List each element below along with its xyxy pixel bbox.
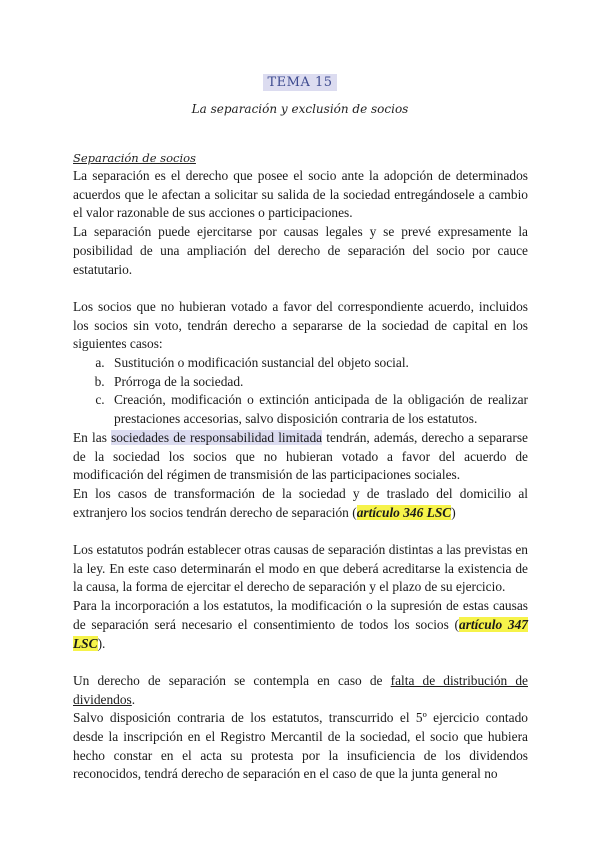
list-item: b. Prórroga de la sociedad. [108, 373, 528, 392]
paragraph-cases-intro: Los socios que no hubieran votado a favor del correspondiente acuerdo, incluidos los socios sin voto, tendrán derecho a separarse de la sociedad de capital en los siguientes casos: [73, 298, 528, 352]
document-body [73, 167, 528, 784]
paragraph-legal-causes: La separación puede ejercitarse por causas legales y se prevé expresamente la posibilidad de una ampliación del derecho de separación del socio por cauce estatutario. [73, 224, 528, 277]
article-reference: artículo 347 LSC [73, 616, 528, 651]
article-reference: artículo 346 LSC [356, 504, 452, 520]
document-subtitle: La separación y exclusión de socios [191, 102, 409, 116]
paragraph-dividends-detail: Salvo disposición contraria de los estatutos, transcurrido el 5º ejercicio contado desde la inscripción en el Registro Mercantil de la sociedad, el socio que hubiera hecho constar en el acta su protesta por la insuficiencia de los dividendos reconocidos, tendrá derecho de separación en el caso de que la junta general no [73, 710, 528, 782]
paragraph-srl: En las sociedades de responsabilidad limitada tendrán, además, derecho a separarse de la sociedad los socios que no hubieran votado a favor del acuerdo de modificación del régimen de transmisión de las participaciones sociales. [73, 429, 528, 483]
paragraph-dividends: Un derecho de separación se contempla en caso de falta de distribución de dividendos. [73, 672, 528, 707]
paragraph-statutory-causes: Los estatutos podrán establecer otras causas de separación distintas a las previstas en la ley. En este caso determinarán el modo en que deberá acreditarse la existencia de la causa, la forma de ejercitar el derecho de separación y el plazo de su ejercicio. [73, 542, 528, 595]
paragraph-incorporation: Para la incorporación a los estatutos, la modificación o la supresión de estas causas de separación será necesario el consentimiento de todos los socios (artículo 347 LSC). [73, 598, 528, 651]
list-item: a. Sustitución o modificación sustancial del objeto social. [108, 354, 528, 373]
section-heading: Separación de socios [73, 151, 196, 165]
document-title: TEMA 15 [263, 74, 336, 91]
list-item: c. Creación, modificación o extinción anticipada de la obligación de realizar prestaciones accesorias, salvo disposición contraria de los estatutos. [108, 391, 528, 428]
underlined-term: falta de distribución de dividendos [73, 672, 528, 707]
highlighted-term: sociedades de responsabilidad limitada [111, 429, 323, 445]
paragraph-transformation: En los casos de transformación de la sociedad y de traslado del domicilio al extranjero los socios tendrán derecho de separación (artículo 346 LSC) [73, 485, 528, 520]
paragraph-definition: La separación es el derecho que posee el socio ante la adopción de determinados acuerdos que le afectan a solicitar su salida de la sociedad entregándosele a cambio el valor razonable de sus acciones o participaciones. [73, 168, 528, 221]
cases-list [73, 354, 528, 429]
